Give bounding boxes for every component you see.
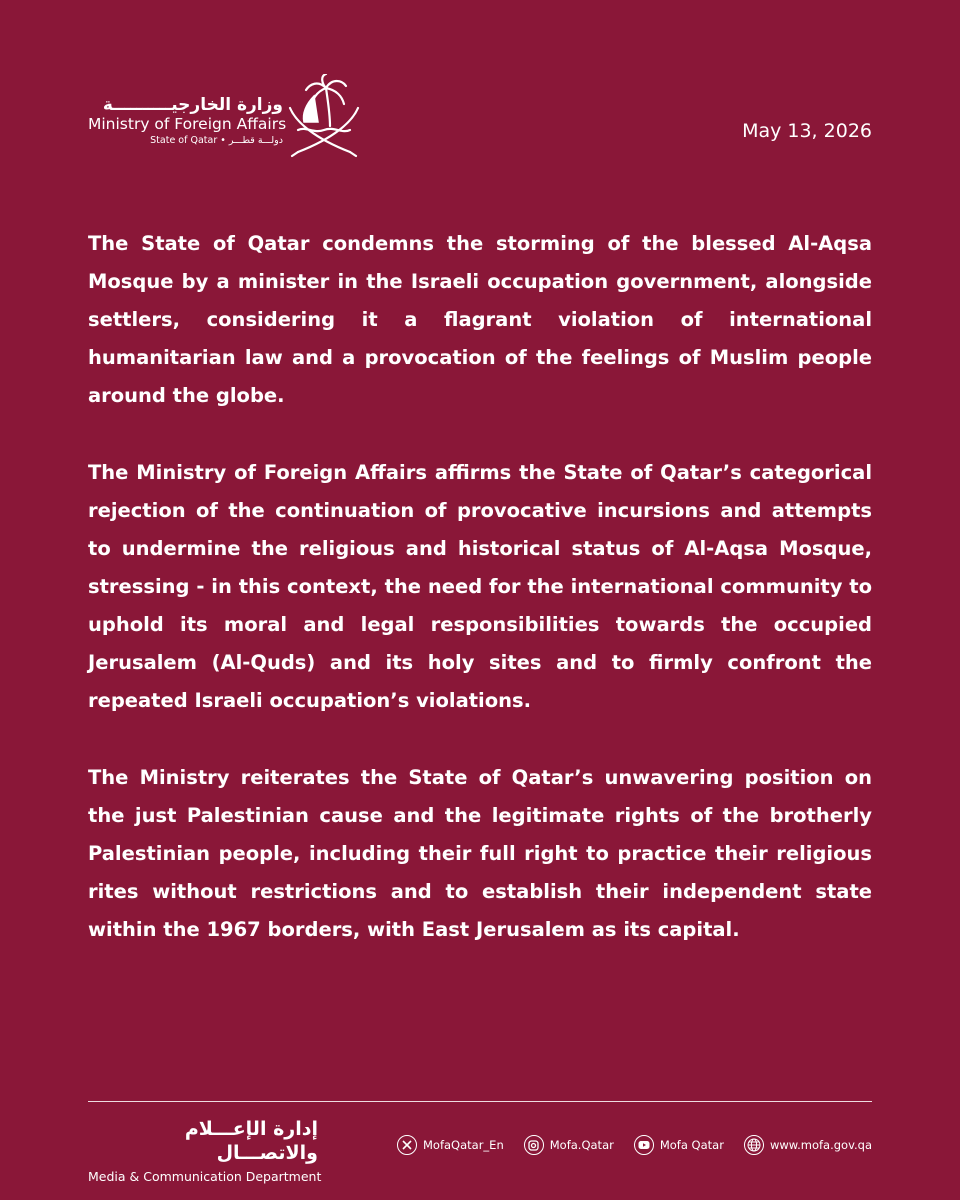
instagram-icon [524,1135,544,1155]
statement-paragraph: The State of Qatar condemns the storming of the blessed Al-Aqsa Mosque by a minister in the Israeli occupation government, alongside settlers, considering it a flagrant violation of international humanitarian law and a provocation of the feelings of Muslim people around the globe. [88,232,872,407]
social-link-x[interactable] [397,1135,504,1155]
statement-paragraph: The Ministry of Foreign Affairs affirms the State of Qatar’s categorical rejection of the continuation of provocative incursions and attempts to undermine the religious and historical status of Al-Aqsa Mosque, stressing - in this context, the need for the international community to uphold its moral and legal responsibilities towards the occupied Jerusalem (Al-Quds) and its holy sites and to firmly confront the repeated Israeli occupation’s violations. [88,461,872,712]
statement-date: May 13, 2026 [742,120,872,142]
social-link-youtube[interactable] [634,1135,724,1155]
qatar-emblem-icon [284,74,364,158]
social-label: www.mofa.gov.qa [769,1138,872,1152]
header [88,72,872,162]
x-icon [397,1135,417,1155]
youtube-icon [634,1135,654,1155]
social-link-website[interactable] [744,1135,872,1155]
statement-body [88,225,872,988]
statement-paragraph: The Ministry reiterates the State of Qatar’s unwavering position on the just Palestinian cause and the legitimate rights of the brotherly Palestinian people, including their full right to practice their religious rites without restrictions and to establish their independent state within the 1967 borders, with East Jerusalem as its capital. [88,766,872,941]
ministry-name-arabic: وزارة الخارجيــــــــــة [102,95,283,115]
social-label: Mofa.Qatar [549,1138,614,1152]
ministry-name-english: Ministry of Foreign Affairs [88,115,287,133]
social-label: Mofa Qatar [659,1138,724,1152]
social-links [397,1135,872,1155]
state-of-qatar-label: State of Qatar • دولـــة قطـــر [150,135,283,146]
department-block [88,1117,321,1187]
social-label: MofaQatar_En [423,1138,504,1152]
department-name-arabic: إدارة الإعـــلام والاتصـــال [184,1118,318,1164]
footer-divider [88,1101,872,1102]
social-link-instagram[interactable] [524,1135,614,1155]
ministry-brand [88,95,287,148]
globe-icon [744,1135,764,1155]
department-name-english: Media & Communication Department [88,1169,322,1184]
